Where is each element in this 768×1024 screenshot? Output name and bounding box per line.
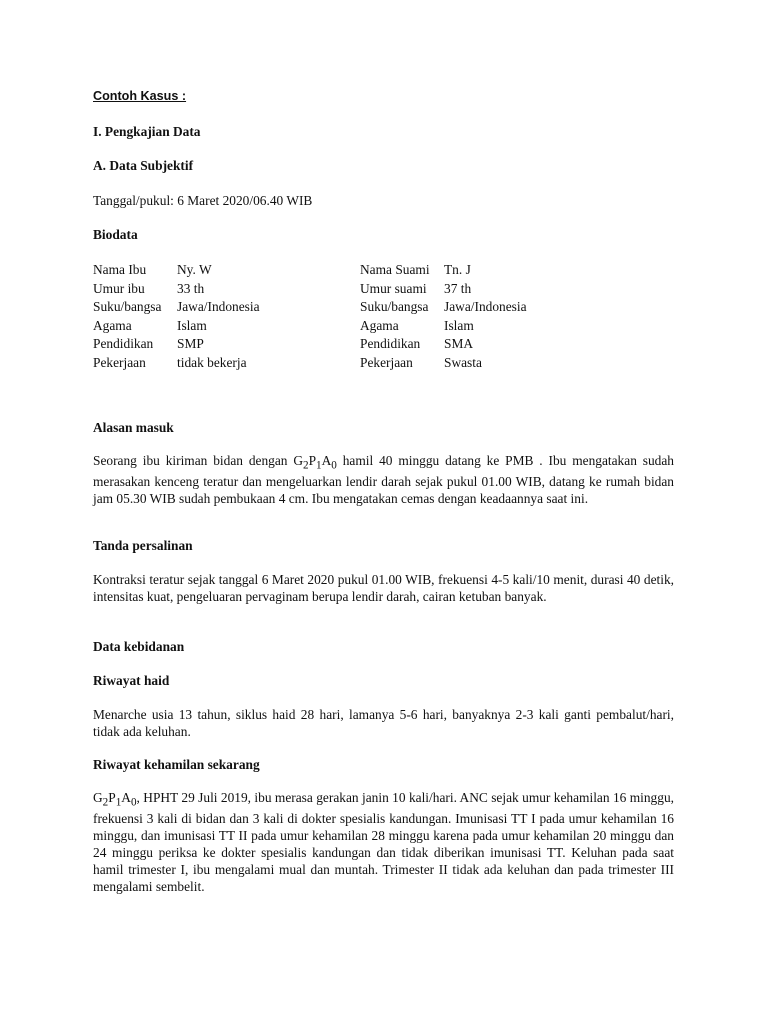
riwayat-haid-heading: Riwayat haid	[93, 673, 170, 688]
biodata-label: Nama Ibu	[93, 262, 147, 277]
obstetric-code: $G_2P_1A_0$	[293, 453, 337, 472]
alasan-masuk-paragraph	[93, 453, 674, 508]
alasan-masuk-text-start: Seorang ibu kiriman bidan dengan	[93, 453, 294, 468]
biodata-label: Suku/bangsa	[93, 299, 162, 315]
biodata-label: Umur ibu	[93, 280, 145, 296]
biodata-value: SMP	[177, 336, 204, 352]
riwayat-kehamilan-text: , HPHT 29 Juli 2019, ibu merasa gerakan janin 10 kali/hari. ANC sejak umur kehamilan 16 minggu, frekuensi 3 kali di bidan dan 3 kali di dokter spesialis kandungan. Imunisasi TT I pada umur kehamilan 16 minggu, dan imunisasi TT II pada umur kehamilan 28 minggu karena pada umur kehamilan 20 minggu dan 24 minggu periksa ke dokter spesialis kandungan dan tidak diberikan imunisasi TT. Keluhan pada saat hamil trimester I, ibu mengalami mual dan muntah. Trimester II tidak ada keluhan dan pada trimester III mengalami sembelit.	[93, 790, 674, 894]
biodata-label: Umur suami	[360, 280, 427, 296]
biodata-value: SMA	[444, 336, 474, 352]
obstetric-code: $G_2P_1A_0$	[93, 790, 137, 809]
riwayat-kehamilan-paragraph	[93, 790, 674, 895]
biodata-label: Agama	[360, 317, 399, 333]
case-title: Contoh Kasus :	[93, 89, 187, 103]
biodata-row	[93, 335, 584, 354]
biodata-heading: Biodata	[93, 227, 138, 242]
biodata-row	[93, 317, 584, 336]
biodata-value: Jawa/Indonesia	[444, 299, 527, 315]
biodata-value: 37 th	[444, 280, 472, 296]
riwayat-haid-paragraph: Menarche usia 13 tahun, siklus haid 28 hari, lamanya 5-6 hari, banyaknya 2-3 kali ganti pembalut/hari, tidak ada keluhan.	[93, 707, 674, 739]
biodata-value: Swasta	[444, 354, 482, 370]
biodata-label: Agama	[93, 317, 132, 333]
biodata-label: Pendidikan	[93, 336, 154, 352]
biodata-value: 33 th	[177, 280, 205, 296]
date-time-line: Tanggal/pukul: 6 Maret 2020/06.40 WIB	[93, 193, 313, 208]
alasan-masuk-heading: Alasan masuk	[93, 420, 174, 435]
data-kebidanan-heading: Data kebidanan	[93, 639, 185, 654]
biodata-label: Pendidikan	[360, 336, 421, 352]
biodata-label: Pekerjaan	[93, 354, 146, 370]
section-data-subjektif: A. Data Subjektif	[93, 158, 194, 173]
biodata-value: Islam	[177, 317, 207, 333]
biodata-value: Ny. W	[177, 262, 212, 277]
section-pengkajian-data: I. Pengkajian Data	[93, 124, 201, 139]
biodata-label: Nama Suami	[360, 262, 430, 277]
biodata-row	[93, 280, 584, 299]
alasan-masuk-text-end: hamil 40 minggu datang ke PMB . Ibu mengatakan sudah merasakan kenceng teratur dan mengeluarkan lendir darah sejak pukul 01.00 WIB, datang ke rumah bidan jam 05.30 WIB sudah pembukaan 4 cm. Ibu mengatakan cemas dengan keadaannya saat ini.	[93, 453, 674, 507]
biodata-value: Jawa/Indonesia	[177, 299, 260, 315]
biodata-value: Tn. J	[444, 262, 471, 277]
biodata-table	[93, 261, 584, 373]
tanda-persalinan-heading: Tanda persalinan	[93, 538, 193, 553]
biodata-value: Islam	[444, 317, 474, 333]
biodata-row	[93, 354, 584, 373]
biodata-row	[93, 298, 584, 317]
tanda-persalinan-paragraph: Kontraksi teratur sejak tanggal 6 Maret 2020 pukul 01.00 WIB, frekuensi 4-5 kali/10 menit, durasi 40 detik, intensitas kuat, pengeluaran pervaginam berupa lendir darah, cairan ketuban banyak.	[93, 572, 674, 604]
biodata-value: tidak bekerja	[177, 354, 247, 370]
biodata-row	[93, 261, 584, 280]
biodata-label: Suku/bangsa	[360, 299, 429, 315]
riwayat-kehamilan-heading: Riwayat kehamilan sekarang	[93, 757, 260, 772]
biodata-label: Pekerjaan	[360, 354, 413, 370]
